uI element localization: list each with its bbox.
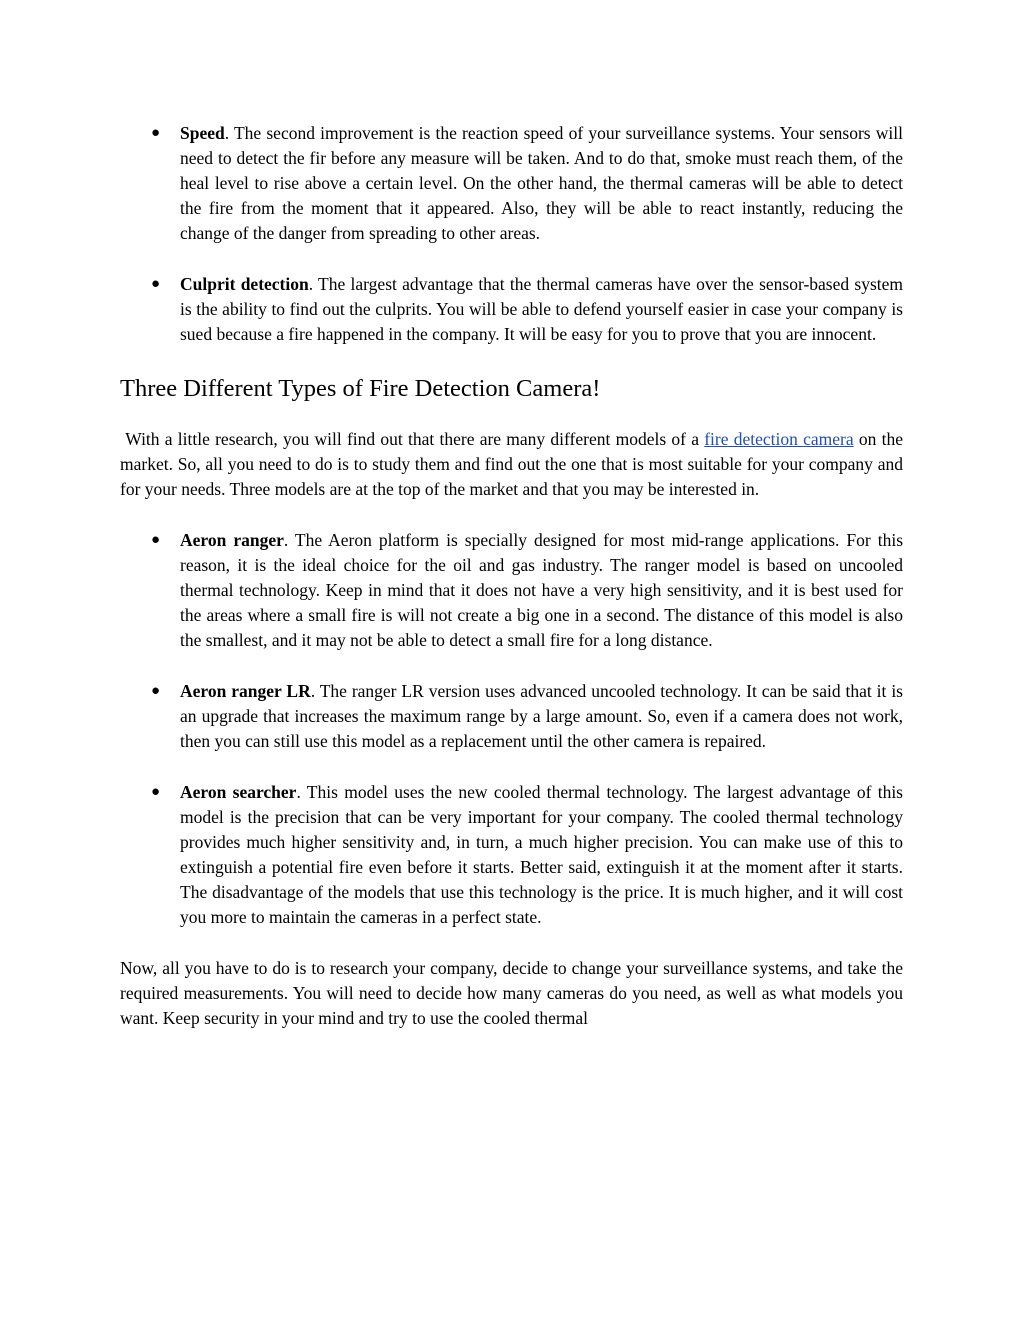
bullet-icon: ● — [151, 784, 161, 800]
list-item-body: . The second improvement is the reaction speed of your surveillance systems. Your sensors will need to detect the fir before any measure will be taken. And to do that, smoke must reach them, of the heal level to rise above a certain level. On the other hand, the thermal cameras will be able to detect the fire from the moment that it appeared. Also, they will be able to react instantly, reducing the change of the danger from spreading to other areas. — [180, 123, 903, 243]
list-item-term: Speed — [180, 123, 225, 143]
list-item-term: Culprit detection — [180, 274, 309, 294]
list-item-body: . The ranger LR version uses advanced uncooled technology. It can be said that it is an upgrade that increases the maximum range by a large amount. So, even if a camera does not work, then you can still use this model as a replacement until the other camera is repaired. — [180, 681, 903, 751]
list-item-text — [180, 679, 903, 754]
list-item-aeron-ranger-lr — [120, 679, 903, 754]
closing-paragraph: Now, all you have to do is to research your company, decide to change your surveillance systems, and take the required measurements. You will need to decide how many cameras do you need, as well as what models you want. Keep security in your mind and try to use the cooled thermal — [120, 958, 903, 1028]
list-item-term: Aeron ranger — [180, 530, 284, 550]
list-item-body: . This model uses the new cooled thermal technology. The largest advantage of this model is the precision that can be very important for your company. The cooled thermal technology provides much higher sensitivity and, in turn, a much higher precision. You can make use of this to extinguish a potential fire even before it starts. Better said, extinguish it at the moment after it starts. The disadvantage of the models that use this technology is the price. It is much higher, and it will cost you more to maintain the cameras in a perfect state. — [180, 782, 903, 927]
list-item-aeron-ranger — [120, 528, 903, 653]
list-item-text — [180, 780, 903, 930]
list-item-aeron-searcher — [120, 780, 903, 930]
page-content — [120, 121, 903, 1031]
list-item-text — [180, 121, 903, 246]
intro-text-before-link: With a little research, you will find out that there are many different models of a — [125, 429, 705, 449]
models-list — [120, 528, 903, 930]
list-item-body: . The Aeron platform is specially designed for most mid-range applications. For this reason, it is the ideal choice for the oil and gas industry. The ranger model is based on uncooled thermal technology. Keep in mind that it does not have a very high sensitivity, and it is best used for the areas where a small fire is will not create a big one in a second. The distance of this model is also the smallest, and it may not be able to detect a small fire for a long distance. — [180, 530, 903, 650]
list-item-term: Aeron searcher — [180, 782, 297, 802]
fire-detection-camera-link[interactable]: fire detection camera — [704, 429, 854, 449]
bullet-icon: ● — [151, 276, 161, 292]
advantages-list — [120, 121, 903, 347]
list-item-term: Aeron ranger LR — [180, 681, 311, 701]
list-item-text — [180, 528, 903, 653]
bullet-icon: ● — [151, 532, 161, 548]
list-item-speed — [120, 121, 903, 246]
list-item-body: . The largest advantage that the thermal cameras have over the sensor-based system is the ability to find out the culprits. You will be able to defend yourself easier in case your company is sued because a fire happened in the company. It will be easy for you to prove that you are innocent. — [180, 274, 903, 344]
intro-text-after-link: on the market. So, all you need to do is to study them and find out the one that is most suitable for your company and for your needs. Three models are at the top of the market and that you may be interested in. — [120, 429, 904, 499]
bullet-icon: ● — [151, 683, 161, 699]
list-item-text — [180, 272, 903, 347]
section-heading: Three Different Types of Fire Detection Camera! — [120, 375, 601, 402]
bullet-icon: ● — [151, 125, 161, 141]
list-item-culprit-detection — [120, 272, 903, 347]
intro-paragraph — [120, 427, 903, 502]
